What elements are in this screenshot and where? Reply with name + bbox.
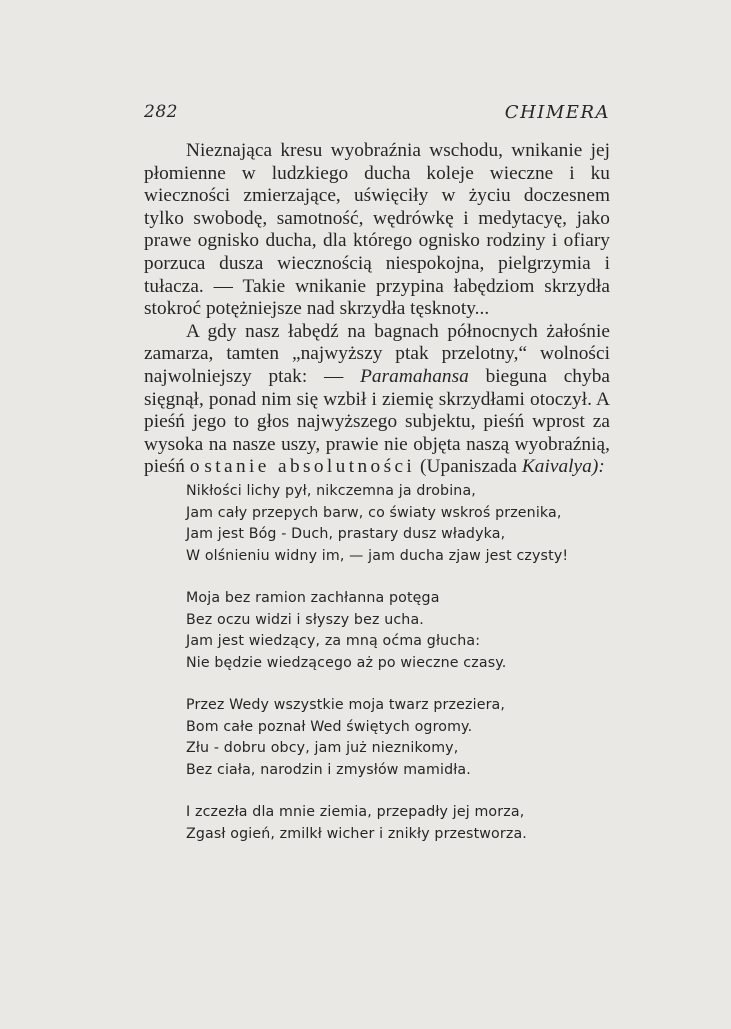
poem-line: Bom całe poznał Wed świętych ogromy. <box>186 718 473 735</box>
poem-stanza-3 <box>186 695 606 781</box>
paragraph-2-text-1: A gdy nasz łabędź na bagnach północnych żałośnie zamarza, tamten „najwyższy ptak przelotny,“ wolności najwolniejszy ptak: — <box>144 320 610 387</box>
poem-line: Bez oczu widzi i słyszy bez ucha. <box>186 611 424 628</box>
paragraph-2-italic-paramahansa: Paramahansa <box>360 365 469 387</box>
poem-line: Jam cały przepych barw, co światy wskroś przenika, <box>186 504 562 521</box>
poem-stanza-2 <box>186 588 606 674</box>
poem-line: Jam jest wiedzący, za mną oćma głucha: <box>186 633 481 649</box>
poem-line: Zgasł ogień, zmilkł wicher i znikły przestworza. <box>186 825 527 842</box>
poem-line: Przez Wedy wszystkie moja twarz przeziera, <box>186 697 506 713</box>
poem-stanza-4 <box>186 802 606 845</box>
paragraph-2 <box>144 321 610 479</box>
paragraph-2-italic-kaivalya: Kaivalya): <box>521 456 605 478</box>
page-number: 282 <box>144 102 178 122</box>
paragraph-2-spaced-phrase: stanie absolutności <box>204 456 416 478</box>
running-head <box>144 102 610 130</box>
poem <box>186 481 606 866</box>
poem-line: Złu - dobru obcy, jam już nieznikomy, <box>186 740 459 756</box>
poem-line: I zczezła dla mnie ziemia, przepadły jej morza, <box>186 804 525 820</box>
paragraph-1: Nieznająca kresu wyobraźnia wschodu, wnikanie jej płomienne w ludzkiego ducha koleje wieczne i ku wieczności zmierzające, uświęciły w życiu doczesnem tylko swobodę, samotność, wędrówkę i medytacyę, jako prawe ognisko ducha, dla którego ognisko rodziny i ofiary porzuca dusza wiecznością niespokojna, pielgrzymia i tułacza. — Takie wnikanie przypina łabędziom skrzydła stokroć potężniejsze nad skrzydła tęsknoty... <box>144 140 610 320</box>
poem-line: Nie będzie wiedzącego aż po wieczne czasy. <box>186 654 507 671</box>
paragraph-2-text-2: bieguna chyba sięgnął, ponad nim się wzbił i ziemię skrzydłami otoczył. A pieśń jego to głos najwyższego subjektu, pieśń wprost za wysoka na nasze uszy, prawie nie objęta naszą wyobraźnią, pieśń o <box>144 365 610 478</box>
paragraph-2-text-3: (Upaniszada <box>415 456 522 478</box>
prose-body <box>144 140 610 479</box>
poem-line: W olśnieniu widny im, — jam ducha zjaw jest czysty! <box>186 547 569 564</box>
journal-title: CHIMERA <box>504 102 610 123</box>
poem-line: Bez ciała, narodzin i zmysłów mamidła. <box>186 761 471 778</box>
poem-line: Nikłości lichy pył, nikczemna ja drobina, <box>186 483 476 499</box>
poem-line: Jam jest Bóg - Duch, prastary dusz władyka, <box>186 526 506 542</box>
poem-stanza-1 <box>186 481 606 567</box>
poem-line: Moja bez ramion zachłanna potęga <box>186 590 440 606</box>
